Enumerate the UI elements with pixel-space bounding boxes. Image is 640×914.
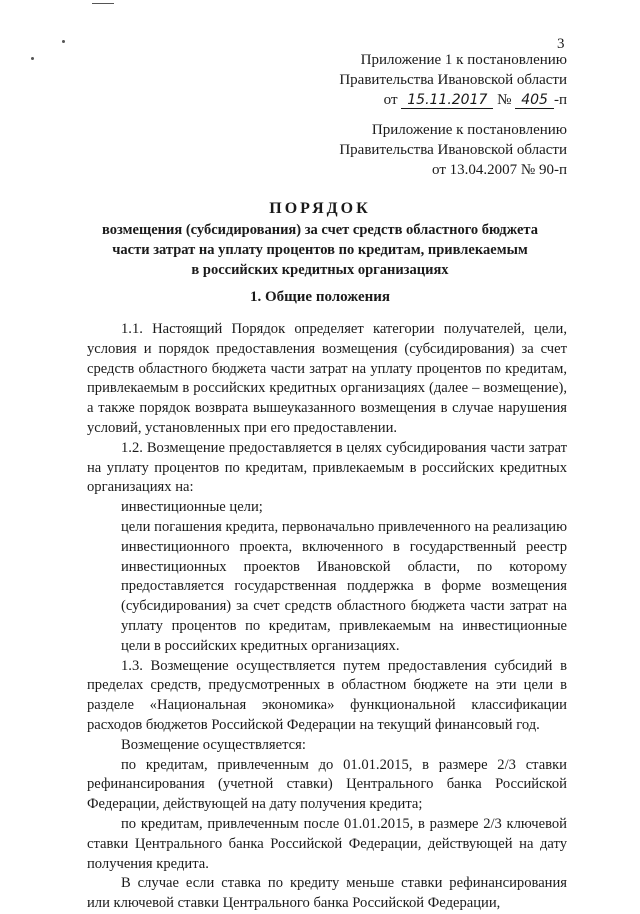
appendix-2-line-1: Приложение к постановлению — [371, 122, 567, 138]
scan-dot — [62, 40, 65, 43]
from-label: от — [383, 92, 398, 108]
appendix-1-block — [339, 50, 567, 110]
scan-dot — [31, 57, 34, 60]
paragraph: по кредитам, привлеченным до 01.01.2015, в размере 2/3 ставки рефинансирования (учетной ставки) Центрального банка Российской Федерации, действующей на дату получения кредита; — [87, 756, 567, 813]
appendix-2-line-3: от 13.04.2007 № 90-п — [432, 162, 567, 178]
handwritten-date: 15.11.2017 — [401, 92, 493, 109]
section-heading: 1. Общие положения — [249, 289, 391, 305]
document-subtitle — [0, 220, 640, 280]
subtitle-line-3: в российских кредитных организациях — [191, 262, 449, 278]
page-number: 3 — [557, 36, 565, 52]
number-suffix: -п — [553, 92, 567, 108]
appendix-2-line-2: Правительства Ивановской области — [339, 142, 567, 158]
paragraph: В случае если ставка по кредиту меньше ставки рефинансирования или ключевой ставки Центрального банка Российской Федерации, — [87, 875, 567, 912]
paragraph: цели погашения кредита, первоначально привлеченного на реализацию инвестиционного проекта, включенного в государственный реестр инвестиционных проектов Ивановской области, по которому предоставляется государственная поддержка в форме возмещения (субсидирования) за счет средств областного бюджета части затрат на уплату процентов по кредитам, привлекаемым на инвестиционные цели в российских кредитных организациях. — [121, 518, 567, 654]
paragraph: 1.2. Возмещение предоставляется в целях субсидирования части затрат на уплату процентов по кредитам, привлекаемым в российских кредитных организациях на: — [87, 439, 567, 496]
paragraph: 1.1. Настоящий Порядок определяет категории получателей, цели, условия и порядок предоставления возмещения (субсидирования) за счет средств областного бюджета части затрат на уплату процентов по кредитам, привлекаемым в российских кредитных организациях (далее – возмещение), а также порядок возврата вышеуказанного возмещения в случае нарушения условий, установленных при его предоставлении. — [87, 321, 567, 436]
scan-mark — [92, 3, 114, 4]
appendix-1-date-line — [339, 90, 567, 110]
appendix-1-line-1: Приложение 1 к постановлению — [360, 52, 567, 68]
handwritten-number: 405 — [515, 92, 554, 109]
appendix-2-block — [339, 120, 567, 180]
subtitle-line-2: части затрат на уплату процентов по кредитам, привлекаемым — [112, 242, 528, 258]
paragraph: Возмещение осуществляется: — [121, 736, 306, 753]
document-title: ПОРЯДОК — [269, 200, 371, 217]
number-label: № — [497, 92, 512, 108]
paragraph: по кредитам, привлеченным после 01.01.2015, в размере 2/3 ключевой ставки Центрального банка Российской Федерации, действующей на дату получения кредита. — [87, 815, 567, 872]
subtitle-line-1: возмещения (субсидирования) за счет средств областного бюджета — [102, 222, 538, 238]
paragraph: 1.3. Возмещение осуществляется путем предоставления субсидий в пределах средств, предусмотренных в областном бюджете на эти цели в разделе «Национальная экономика» функциональной классификации расходов бюджетов Российской Федерации на текущий финансовый год. — [87, 657, 567, 733]
paragraph: инвестиционные цели; — [121, 499, 263, 516]
document-body — [87, 320, 567, 914]
appendix-1-line-2: Правительства Ивановской области — [339, 72, 567, 88]
